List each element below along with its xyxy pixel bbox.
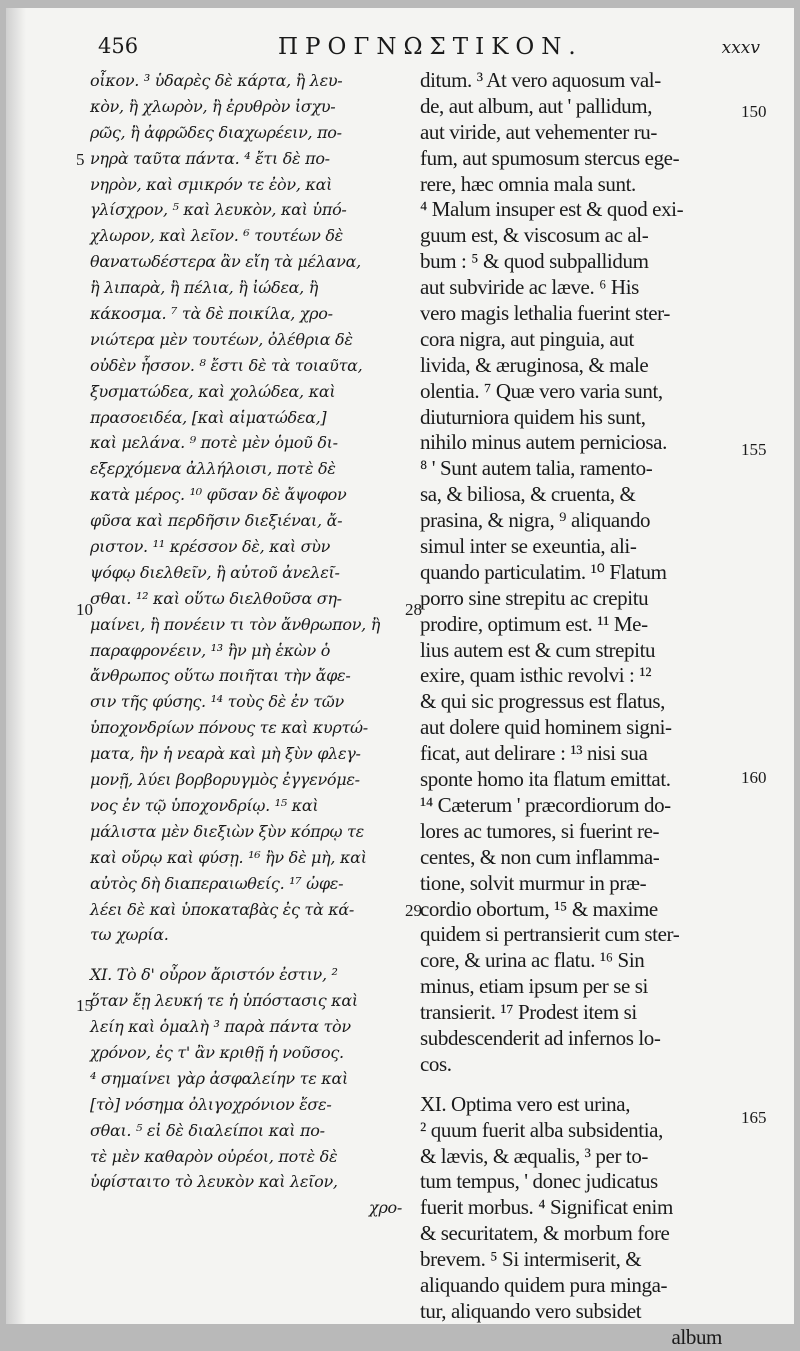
text-line: ⁴ σημαίνει γὰρ ἀσφαλείην τε καὶ [90,1068,348,1088]
text-line: guum est, & viscosum ac al- [420,223,649,248]
text-line: simul inter se exeuntia, ali- [420,534,637,559]
text-line: rere, hæc omnia mala sunt. [420,171,636,196]
text-line: transierit. ¹⁷ Prodest item si [420,1000,637,1025]
text-line: λέει δὲ καὶ ὑποκαταβὰς ἐς τὰ κά- [90,899,355,919]
text-line: prasina, & nigra, ⁹ aliquando [420,508,651,533]
text-line: μονῇ, λύει βορβορυγμὸς ἐγγενόμε- [90,770,360,790]
greek-text-column [90,68,412,1221]
text-line: & qui sic progressus est flatus, [420,689,666,714]
text-line: core, & urina ac flatu. ¹⁶ Sin [420,948,645,973]
text-line: νιώτερα μὲν τουτέων, ὀλέθρια δὲ [90,329,353,349]
text-line: [τὸ] νόσημα ὀλιγοχρόνιον ἔσε- [90,1094,332,1114]
margin-line-number: 10 [76,600,93,619]
text-line: olentia. ⁷ Quæ vero varia sunt, [420,378,663,403]
text-line: τω χωρία. [90,925,169,945]
text-line: φῦσα καὶ περδῆσιν διεξιέναι, ἄ- [90,511,343,531]
text-line: cos. [420,1051,452,1076]
text-line: σθαι. ¹² καὶ οὕτω διελθοῦσα ση- [90,588,342,608]
text-line: lius autem est & cum strepitu [420,637,656,662]
text-line: ὅταν ἔῃ λευκή τε ἡ ὑπόστασις καὶ [90,991,358,1011]
text-line: ⁸ ' Sunt autem talia, ramento- [420,456,653,481]
text-line: σθαι. ⁵ εἰ δὲ διαλείποι καὶ πο- [90,1120,325,1140]
text-line: minus, etiam ipsum per se si [420,974,648,999]
text-line: οἶκον. ³ ὑδαρὲς δὲ κάρτα, ἢ λευ- [90,71,343,90]
margin-line-number: 150 [741,102,767,121]
text-line: aut viride, aut vehementer ru- [420,119,657,144]
text-line: χλωρον, καὶ λεῖον. ⁶ τουτέων δὲ [90,226,343,246]
text-line: XI. Τὸ δ' οὖρον ἄριστόν ἐστιν, ² [90,965,338,985]
text-line: aliquando quidem pura minga- [420,1272,668,1297]
text-line: ficat, aut delirare : ¹³ nisi sua [420,741,648,766]
margin-line-number: 5 [76,150,85,169]
text-line: παραφρονέειν, ¹³ ἢν μὴ ἑκὼν ὁ [90,640,331,660]
text-line: prodire, optimum est. ¹¹ Me- [420,611,648,636]
text-line: ψόφῳ διελθεῖν, ἢ αὐτοῦ ἀνελεῖ- [90,562,340,582]
text-line: ¹⁴ Cæterum ' præcordiorum do- [420,792,671,817]
text-line: & securitatem, & morbum fore [420,1221,670,1246]
book-page [6,8,794,1349]
text-line: quando particulatim. ¹⁰ Flatum [420,559,667,584]
text-line: νος ἐν τῷ ὑποχονδρίῳ. ¹⁵ καὶ [90,795,319,815]
text-line: κάκοσμα. ⁷ τὰ δὲ ποικίλα, χρο- [90,304,333,324]
text-line: nihilo minus autem perniciosa. [420,430,667,455]
text-line: πρασοειδέα, [καὶ αἱματώδεα,] [90,407,327,427]
text-line: καὶ οὔρῳ καὶ φύσῃ. ¹⁶ ἢν δὲ μὴ, καὶ [90,847,367,867]
catchword: album [671,1324,722,1349]
text-line: ἢ λιπαρὰ, ἢ πέλια, ἢ ἰώδεα, ἢ [90,278,319,298]
text-line: κὸν, ἢ χλωρὸν, ἢ ἐρυθρὸν ἰσχυ- [90,96,336,116]
text-line: νηρὰ ταῦτα πάντα. ⁴ ἔτι δὲ πο- [90,148,330,168]
text-line: brevem. ⁵ Si intermiserit, & [420,1247,642,1272]
text-line: cora nigra, aut pinguia, aut [420,326,634,351]
text-line: ξυσματώδεα, καὶ χολώδεα, καὶ [90,381,336,401]
text-line: sponte homo ita flatum emittat. [420,767,671,792]
page-number: 456 [98,34,139,58]
text-line: fum, aut spumosum stercus ege- [420,145,680,170]
text-line: aut subviride ac læve. ⁶ His [420,275,639,300]
text-line: σιν τῆς φύσης. ¹⁴ τοὺς δὲ ἐν τῶν [90,692,344,712]
text-line: & lævis, & æqualis, ³ per to- [420,1143,649,1168]
text-line: μάλιστα μὲν διεξιὼν ξὺν κόπρῳ τε [90,821,364,841]
margin-line-number: 155 [741,440,767,459]
text-line: livida, & æruginosa, & male [420,352,649,377]
page-gutter-shadow [6,8,26,1324]
text-line: tur, aliquando vero subsidet [420,1298,642,1323]
text-line: diuturniora quidem his sunt, [420,404,646,429]
text-line: νηρὸν, καὶ σμικρόν τε ἐὸν, καὶ [90,174,333,194]
text-line: bum : ⁵ & quod subpallidum [420,249,649,274]
text-line: λείη καὶ ὁμαλὴ ³ παρὰ πάντα τὸν [90,1017,351,1037]
text-line: καὶ μελάνα. ⁹ ποτὲ μὲν ὁμοῦ δι- [90,433,338,453]
text-line: γλίσχρον, ⁵ καὶ λευκὸν, καὶ ὑπό- [90,200,347,220]
text-line: vero magis lethalia fuerint ster- [420,301,670,326]
text-line: κατὰ μέρος. ¹⁰ φῦσαν δὲ ἄψοφον [90,485,347,505]
text-line: porro sine strepitu ac crepitu [420,585,649,610]
text-line: subdescenderit ad infernos lo- [420,1025,661,1050]
text-line: αὐτὸς δὴ διαπεραιωθείς. ¹⁷ ὠφε- [90,873,344,893]
text-line: cordio obortum, ¹⁵ & maxime [420,896,658,921]
text-line: sa, & biliosa, & cruenta, & [420,482,636,507]
margin-line-number: 160 [741,768,767,787]
text-line: lores ac tumores, si fuerint re- [420,818,660,843]
margin-line-number: 165 [741,1108,767,1127]
text-line: θανατωδέστερα ἂν εἴη τὰ μέλανα, [90,252,361,272]
text-line: ² quum fuerit alba subsidentia, [420,1117,663,1142]
text-line: οὐδὲν ἧσσον. ⁸ ἔστι δὲ τὰ τοιαῦτα, [90,355,363,375]
text-line: XI. Optima vero est urina, [420,1091,631,1116]
text-line: tum tempus, ' donec judicatus [420,1169,658,1194]
text-line: fuerit morbus. ⁴ Significat enim [420,1195,673,1220]
text-line: ἄνθρωπος οὕτω ποιῆται τὴν ἄφε- [90,666,351,686]
text-line: ὑποχονδρίων πόνους τε καὶ κυρτώ- [90,718,368,738]
running-title: ΠΡΟΓΝΩΣΤΙΚΟΝ. [278,34,583,60]
text-line: χρόνον, ἐς τ' ἂν κριθῇ ἡ νοῦσος. [90,1042,344,1062]
text-line: ματα, ἢν ἡ νεαρὰ καὶ μὴ ξὺν φλεγ- [90,744,361,764]
latin-text-column [420,68,744,1351]
signature-mark: xxxv [721,38,760,58]
catchword: χρο- [369,1198,402,1218]
text-line: centes, & non cum inflamma- [420,844,660,869]
text-line: tione, solvit murmur in præ- [420,870,647,895]
margin-reference-number: 28 [405,600,422,619]
text-line: exire, quam isthic revolvi : ¹² [420,663,652,688]
section-break [90,948,412,962]
text-line: μαίνει, ἢ πονέειν τι τὸν ἄνθρωπον, ἢ [90,614,380,634]
text-line: ὑφίσταιτο τὸ λευκὸν καὶ λεῖον, [90,1172,338,1192]
text-line: ριστον. ¹¹ κρέσσον δὲ, καὶ σὺν [90,537,331,557]
text-line: ρῶς, ἢ ἀφρῶδες διαχωρέειν, πο- [90,122,342,142]
section-break [420,1078,744,1092]
text-line: quidem si pertransierit cum ster- [420,922,680,947]
text-line: εξερχόμενα ἀλλήλοισι, ποτὲ δὲ [90,459,336,479]
page-header [98,34,768,68]
margin-reference-number: 29 [405,901,422,920]
text-line: ⁴ Malum insuper est & quod exi- [420,197,684,222]
text-line: aut dolere quid hominem signi- [420,715,672,740]
text-line: de, aut album, aut ' pallidum, [420,93,653,118]
text-line: τὲ μὲν καθαρὸν οὐρέοι, ποτὲ δὲ [90,1146,338,1166]
margin-line-number: 15 [76,996,93,1015]
text-line: ditum. ³ At vero aquosum val- [420,68,661,92]
